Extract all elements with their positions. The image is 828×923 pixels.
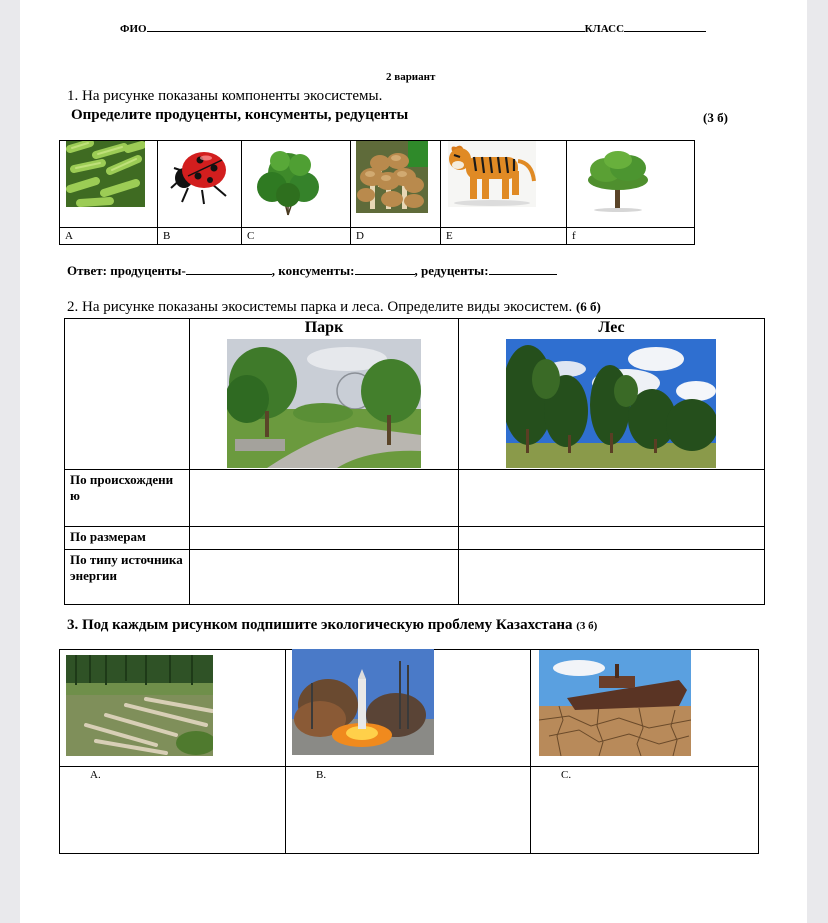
park-energy-cell[interactable]	[190, 550, 459, 605]
label-b: B	[158, 228, 242, 245]
forest-energy-cell[interactable]	[459, 550, 765, 605]
q1-line1: 1. На рисунке показаны компоненты экосистемы.	[67, 88, 383, 104]
label-a: A	[60, 228, 158, 245]
tiger-image	[448, 141, 536, 207]
q3-question: 3. Под каждым рисунком подпишите экологическую проблему Казахстана	[67, 617, 573, 633]
mushrooms-image	[356, 141, 428, 213]
rocket-launch-image	[292, 649, 434, 755]
variant-title: 2 вариант	[386, 71, 436, 83]
q1-points: (3 б)	[703, 110, 728, 125]
q2-question: 2. На рисунке показаны экосистемы парка и леса. Определите виды экосистем.	[67, 299, 573, 315]
q3-label-a[interactable]: A.	[60, 767, 286, 854]
row-label-origin: По происхождени ю	[65, 470, 190, 527]
q2-points: (6 б)	[575, 299, 601, 314]
forest-image	[506, 339, 716, 468]
q3-points: (3 б)	[576, 620, 598, 632]
ladybug-image	[168, 148, 234, 206]
q1-answer-line	[67, 263, 557, 279]
park-origin-cell[interactable]	[190, 470, 459, 527]
q3-label-b[interactable]: B.	[286, 767, 531, 854]
q3-text	[67, 617, 597, 634]
park-image	[227, 339, 421, 468]
row-label-size: По размерам	[65, 527, 190, 550]
decomposers-field[interactable]	[489, 274, 557, 275]
forest-title: Лес	[598, 319, 625, 336]
q2-corner-cell	[65, 319, 190, 470]
producers-label: Ответ: продуценты-	[67, 263, 186, 278]
q2-text	[67, 299, 601, 316]
label-c: C	[242, 228, 351, 245]
class-label: КЛАСС	[584, 23, 625, 35]
tree-image	[578, 150, 658, 212]
fio-field[interactable]	[147, 31, 585, 32]
park-title: Парк	[304, 319, 344, 336]
document-page	[20, 0, 807, 923]
consumers-field[interactable]	[355, 274, 415, 275]
consumers-label: , консументы:	[271, 263, 355, 278]
header-line	[120, 23, 720, 35]
bacteria-image	[66, 141, 145, 207]
row-label-energy: По типу источника энергии	[65, 550, 190, 605]
q3-label-c[interactable]: C.	[531, 767, 759, 854]
class-field[interactable]	[624, 31, 706, 32]
deforestation-image	[66, 655, 213, 756]
dried-sea-ship-image	[539, 650, 691, 756]
label-f: f	[567, 228, 695, 245]
decomposers-label: , редуценты:	[414, 263, 489, 278]
forest-origin-cell[interactable]	[459, 470, 765, 527]
producers-field[interactable]	[186, 274, 272, 275]
q1-line2: Определите продуценты, консументы, редуценты	[71, 107, 409, 123]
forest-size-cell[interactable]	[459, 527, 765, 550]
park-size-cell[interactable]	[190, 527, 459, 550]
label-e: E	[441, 228, 567, 245]
bush-image	[252, 147, 324, 217]
fio-label: ФИО	[120, 23, 147, 35]
label-d: D	[351, 228, 441, 245]
